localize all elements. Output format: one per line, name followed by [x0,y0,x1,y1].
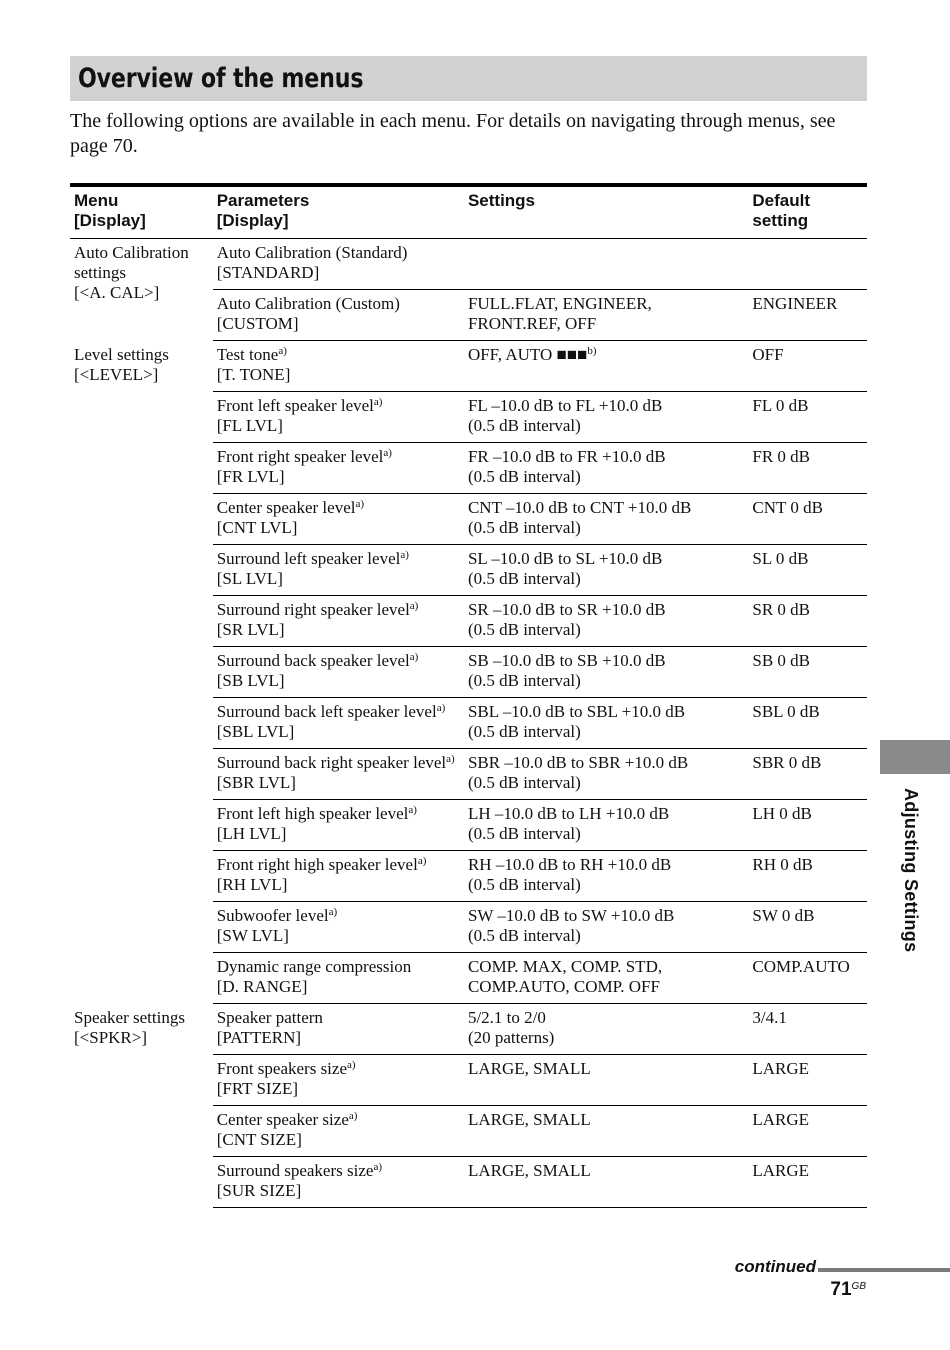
settings-cell: CNT –10.0 dB to CNT +10.0 dB (0.5 dB interval) [464,494,748,545]
header-menu: Menu [Display] [70,185,213,239]
settings-cell: 5/2.1 to 2/0 (20 patterns) [464,1004,748,1055]
footnote-marker: a) [373,396,383,408]
footnote-marker: a) [348,1110,358,1122]
footnote-marker: a) [347,1059,356,1071]
parameter-cell: Center speaker size$^{a)}$ [CNT SIZE] [213,1106,464,1157]
default-setting-cell: SBL 0 dB [748,698,867,749]
table-row [70,341,867,392]
parameter-cell: Front right speaker level$^{a)}$ [FR LVL] [213,443,464,494]
settings-cell: LARGE, SMALL [464,1106,748,1157]
menu-group-cell: Level settings [<LEVEL>] [74,344,169,384]
default-setting-cell: COMP.AUTO [748,953,867,1004]
footnote-marker: a) [446,753,455,765]
default-setting-cell: CNT 0 dB [748,494,867,545]
settings-cell: LARGE, SMALL [464,1157,748,1208]
default-setting-cell: RH 0 dB [748,851,867,902]
parameter-cell: Auto Calibration (Custom) [CUSTOM] [213,290,464,341]
default-setting-cell: FR 0 dB [748,443,867,494]
parameter-cell: Speaker pattern [PATTERN] [213,1004,464,1055]
page-number-suffix: GB [851,1281,866,1292]
title-bar [70,56,867,101]
table-header-row [70,185,867,239]
parameter-cell: Surround back right speaker level$^{a)}$ [SBR LVL] [213,749,464,800]
settings-cell: LH –10.0 dB to LH +10.0 dB (0.5 dB interval) [464,800,748,851]
settings-cell: SR –10.0 dB to SR +10.0 dB (0.5 dB interval) [464,596,748,647]
parameter-cell: Dynamic range compression [D. RANGE] [213,953,464,1004]
footnote-marker: a) [436,702,446,714]
settings-cell: FL –10.0 dB to FL +10.0 dB (0.5 dB interval) [464,392,748,443]
table-body [70,239,867,1208]
parameter-cell: Surround speakers size$^{a)}$ [SUR SIZE] [213,1157,464,1208]
default-setting-cell: SW 0 dB [748,902,867,953]
parameter-cell: Surround back speaker level$^{a)}$ [SB LVL] [213,647,464,698]
intro-paragraph: The following options are available in each menu. For details on navigating through menus, see page 70. [70,110,836,157]
footnote-marker: a) [278,345,287,357]
parameter-cell: Surround back left speaker level$^{a)}$ [SBL LVL] [213,698,464,749]
footnote-marker: a) [409,651,419,663]
continued-rule [818,1268,950,1272]
continued-label: continued [734,1257,816,1276]
settings-cell: LARGE, SMALL [464,1055,748,1106]
footnote-marker: a) [417,855,427,867]
table-row [70,1004,867,1055]
section-tab-marker [880,740,950,774]
settings-cell: SB –10.0 dB to SB +10.0 dB (0.5 dB interval) [464,647,748,698]
default-setting-cell: 3/4.1 [748,1004,867,1055]
footnote-marker: b) [587,345,597,357]
default-setting-cell: OFF [748,341,867,392]
default-setting-cell: SBR 0 dB [748,749,867,800]
default-setting-cell: FL 0 dB [748,392,867,443]
footnote-marker: a) [408,804,417,816]
menu-group-cell: Speaker settings [<SPKR>] [74,1007,185,1047]
default-setting-cell: LARGE [748,1055,867,1106]
section-side-label: Adjusting Settings [901,788,921,953]
default-setting-cell: LARGE [748,1106,867,1157]
footnote-marker: a) [383,447,392,459]
menu-overview-table [70,183,867,1208]
footnote-marker: a) [373,1161,382,1173]
default-setting-cell: SR 0 dB [748,596,867,647]
settings-cell: FR –10.0 dB to FR +10.0 dB (0.5 dB interval) [464,443,748,494]
default-setting-cell: SB 0 dB [748,647,867,698]
settings-cell [464,239,748,290]
header-parameters: Parameters [Display] [213,185,464,239]
settings-cell: RH –10.0 dB to RH +10.0 dB (0.5 dB interval) [464,851,748,902]
settings-cell: SL –10.0 dB to SL +10.0 dB (0.5 dB interval) [464,545,748,596]
settings-cell: SBR –10.0 dB to SBR +10.0 dB (0.5 dB interval) [464,749,748,800]
page-number: $71^{GB}$ [830,1279,866,1300]
menu-group-cell: Auto Calibration settings [<A. CAL>] [74,243,189,302]
parameter-cell: Auto Calibration (Standard) [STANDARD] [213,239,464,290]
table-row [70,239,867,290]
page-title: Overview of the menus [78,63,364,94]
parameter-cell: Subwoofer level$^{a)}$ [SW LVL] [213,902,464,953]
footnote-marker: a) [355,498,365,510]
default-setting-cell: LH 0 dB [748,800,867,851]
parameter-cell: Surround right speaker level$^{a)}$ [SR LVL] [213,596,464,647]
settings-cell: FULL.FLAT, ENGINEER, FRONT.REF, OFF [464,290,748,341]
parameter-cell: Surround left speaker level$^{a)}$ [SL LVL] [213,545,464,596]
settings-cell: COMP. MAX, COMP. STD, COMP.AUTO, COMP. OFF [464,953,748,1004]
footnote-marker: a) [409,600,419,612]
default-setting-cell: LARGE [748,1157,867,1208]
parameter-cell: Front left speaker level$^{a)}$ [FL LVL] [213,392,464,443]
default-setting-cell: SL 0 dB [748,545,867,596]
settings-cell: OFF, AUTO ■■■$^{b)}$ [464,341,748,392]
header-settings: Settings [464,185,748,239]
parameter-cell: Front left high speaker level$^{a)}$ [LH LVL] [213,800,464,851]
parameter-cell: Front right high speaker level$^{a)}$ [RH LVL] [213,851,464,902]
footnote-marker: a) [328,906,338,918]
footnote-marker: a) [400,549,409,561]
parameter-cell: Test tone$^{a)}$ [T. TONE] [213,341,464,392]
header-default-setting: Default setting [748,185,867,239]
default-setting-cell: ENGINEER [748,290,867,341]
parameter-cell: Center speaker level$^{a)}$ [CNT LVL] [213,494,464,545]
parameter-cell: Front speakers size$^{a)}$ [FRT SIZE] [213,1055,464,1106]
settings-cell: SW –10.0 dB to SW +10.0 dB (0.5 dB interval) [464,902,748,953]
default-setting-cell [748,239,867,290]
settings-cell: SBL –10.0 dB to SBL +10.0 dB (0.5 dB interval) [464,698,748,749]
